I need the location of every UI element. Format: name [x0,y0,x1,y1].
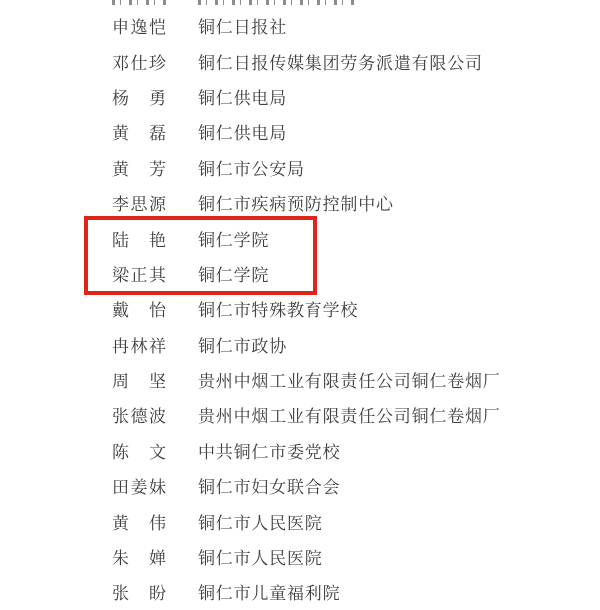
organization: 铜仁日报社 [198,18,287,38]
person-name: 李 思 源 [112,195,166,215]
roster-row [0,574,600,609]
organization: 铜仁学院 [198,230,270,250]
organization: 贵州中烟工业有限责任公司铜仁卷烟厂 [198,407,501,427]
person-name: 陈 文 [112,442,166,462]
organization: 铜仁市疾病预防控制中心 [198,195,394,215]
person-name: 杨 勇 [112,88,166,108]
roster-row [0,220,600,255]
person-name: 朱 婵 [112,549,166,569]
roster-row [0,79,600,114]
organization: 铜仁市儿童福利院 [198,584,341,604]
person-name: 黄 伟 [112,513,166,533]
person-name: 戴 怡 [112,301,166,321]
organization: 铜仁市妇女联合会 [198,478,341,498]
person-name: 张 盼 [112,584,166,604]
person-name: 陆 艳 [112,230,166,250]
person-name: 邓 仕 珍 [112,53,166,73]
organization: 中共铜仁市委党校 [198,442,341,462]
roster-row [0,539,600,574]
roster-row [0,256,600,291]
organization: 铜仁市人民医院 [198,549,323,569]
roster-list [0,8,600,610]
organization: 铜仁市政协 [198,336,287,356]
person-name: 黄 磊 [112,124,166,144]
organization: 贵州中烟工业有限责任公司铜仁卷烟厂 [198,372,501,392]
roster-row [0,362,600,397]
organization: 铜仁供电局 [198,124,287,144]
person-name: 申 逸 恺 [112,18,166,38]
organization: 铜仁市人民医院 [198,513,323,533]
clipped-row-org-fragment [198,0,356,5]
roster-row [0,150,600,185]
organization: 铜仁供电局 [198,88,287,108]
roster-row [0,397,600,432]
organization: 铜仁市公安局 [198,159,305,179]
roster-row [0,503,600,538]
roster-row [0,8,600,43]
organization: 铜仁学院 [198,265,270,285]
roster-row [0,114,600,149]
clipped-row-name-fragment [112,0,166,5]
roster-row [0,291,600,326]
person-name: 冉 林 祥 [112,336,166,356]
roster-row [0,468,600,503]
organization: 铜仁日报传媒集团劳务派遣有限公司 [198,53,483,73]
roster-row [0,43,600,78]
person-name: 梁 正 其 [112,265,166,285]
person-name: 田 姜 妹 [112,478,166,498]
roster-row [0,327,600,362]
person-name: 周 坚 [112,372,166,392]
roster-row [0,433,600,468]
person-name: 张 德 波 [112,407,166,427]
person-name: 黄 芳 [112,159,166,179]
roster-row [0,185,600,220]
organization: 铜仁市特殊教育学校 [198,301,359,321]
